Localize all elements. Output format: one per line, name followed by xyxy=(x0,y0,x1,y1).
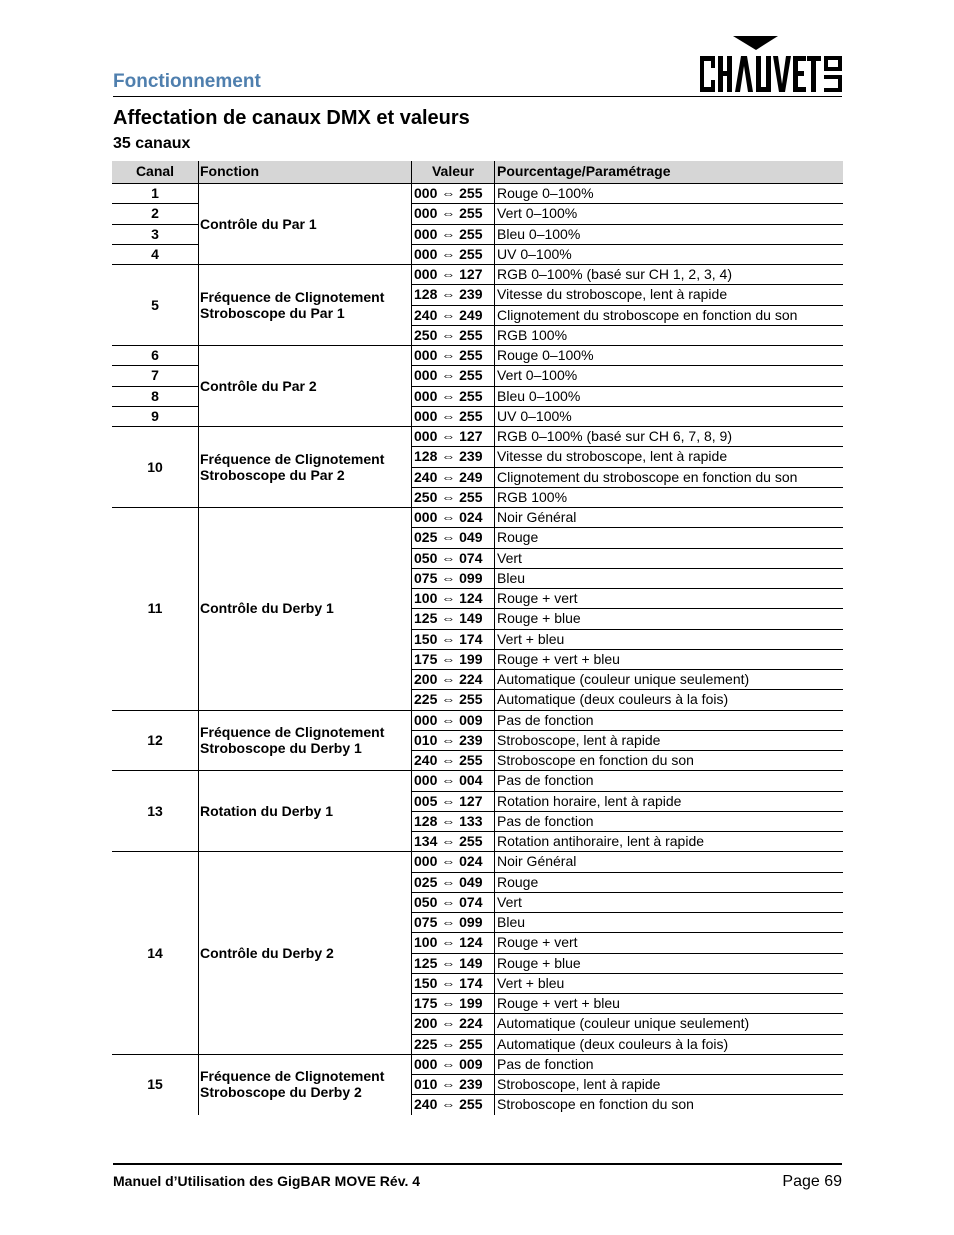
dmx-value-range: 125 ⇔ 149 xyxy=(414,954,483,971)
dmx-value-range: 225 ⇔ 255 xyxy=(414,1035,483,1052)
dmx-value-range: 240 ⇔ 249 xyxy=(414,306,483,323)
channel-number: 15 xyxy=(147,1076,163,1093)
channel-group xyxy=(112,426,843,507)
dmx-setting-description: Bleu xyxy=(497,569,526,586)
dmx-value-range: 240 ⇔ 249 xyxy=(414,468,483,485)
dmx-setting-description: Rouge xyxy=(497,529,539,546)
dmx-setting-description: UV 0–100% xyxy=(497,245,572,262)
dmx-value-range: 005 ⇔ 127 xyxy=(414,792,483,809)
dmx-value-range: 150 ⇔ 174 xyxy=(414,630,483,647)
page-subtitle: 35 canaux xyxy=(113,135,191,152)
channel-group xyxy=(112,264,843,345)
channel-group xyxy=(112,183,843,264)
channel-number: 8 xyxy=(151,387,159,404)
dmx-value-range: 050 ⇔ 074 xyxy=(414,893,483,910)
function-name-line: Stroboscope du Derby 2 xyxy=(200,1084,362,1101)
function-name xyxy=(200,600,412,616)
dmx-setting-description: Stroboscope en fonction du son xyxy=(497,752,694,768)
dmx-setting-description: Stroboscope, lent à rapide xyxy=(497,731,661,748)
dmx-value-range: 025 ⇔ 049 xyxy=(414,873,483,890)
dmx-setting-description: Rouge + vert + bleu xyxy=(497,650,620,667)
function-name-line: Fréquence de Clignotement xyxy=(200,723,385,740)
dmx-value-range: 150 ⇔ 174 xyxy=(414,974,483,991)
dmx-setting-description: Rouge 0–100% xyxy=(497,347,594,363)
dmx-setting-description: Stroboscope, lent à rapide xyxy=(497,1076,661,1092)
dmx-value-range: 250 ⇔ 255 xyxy=(414,326,483,343)
dmx-setting-description: Pas de fonction xyxy=(497,772,594,789)
dmx-value-range: 010 ⇔ 239 xyxy=(414,731,483,748)
dmx-setting-description: Vitesse du stroboscope, lent à rapide xyxy=(497,286,728,303)
dmx-setting-description: Clignotement du stroboscope en fonction du son xyxy=(497,306,798,323)
function-name-line: Contrôle du Par 2 xyxy=(200,377,317,394)
dmx-setting-description: Vert + bleu xyxy=(497,974,565,991)
dmx-setting-description: RGB 0–100% (basé sur CH 1, 2, 3, 4) xyxy=(497,266,732,282)
dmx-value-range: 128 ⇔ 239 xyxy=(414,286,483,303)
dmx-setting-description: Stroboscope en fonction du son xyxy=(497,1096,694,1113)
dmx-setting-description: Bleu 0–100% xyxy=(497,387,581,404)
dmx-setting-description: Vert + bleu xyxy=(497,630,565,647)
dmx-value-range: 000 ⇔ 024 xyxy=(414,509,483,525)
channel-group xyxy=(112,1054,843,1115)
section-title: Fonctionnement xyxy=(113,71,261,92)
column-header-setting: Pourcentage/Paramétrage xyxy=(497,163,671,179)
dmx-setting-description: Rouge + vert xyxy=(497,934,578,951)
function-name-line: Contrôle du Par 1 xyxy=(200,215,317,232)
dmx-setting-description: Rouge xyxy=(497,873,539,890)
dmx-value-range: 000 ⇔ 255 xyxy=(414,225,483,242)
dmx-setting-description: UV 0–100% xyxy=(497,407,572,424)
dmx-setting-description: Bleu 0–100% xyxy=(497,225,581,242)
channel-number: 5 xyxy=(151,296,159,313)
page-title: Affectation de canaux DMX et valeurs xyxy=(113,107,470,129)
channel-group xyxy=(112,345,843,426)
dmx-setting-description: Rouge + vert + bleu xyxy=(497,995,620,1011)
logo-text: CHAUVET DJ xyxy=(700,34,707,35)
channel-group xyxy=(112,507,843,710)
dmx-value-range: 000 ⇔ 255 xyxy=(414,245,483,262)
function-name-line: Rotation du Derby 1 xyxy=(200,802,334,819)
dmx-value-range: 050 ⇔ 074 xyxy=(414,549,483,566)
dmx-value-range: 250 ⇔ 255 xyxy=(414,488,483,505)
column-header-channel: Canal xyxy=(135,163,175,179)
function-name-line: Stroboscope du Par 2 xyxy=(200,466,345,483)
dmx-value-range: 175 ⇔ 199 xyxy=(414,650,483,667)
dmx-setting-description: Automatique (couleur unique seulement) xyxy=(497,1015,750,1032)
dmx-value-range: 200 ⇔ 224 xyxy=(414,1015,483,1032)
dmx-setting-description: RGB 100% xyxy=(497,488,568,505)
dmx-value-range: 000 ⇔ 255 xyxy=(414,347,483,363)
dmx-value-range: 000 ⇔ 255 xyxy=(414,407,483,424)
channel-number: 3 xyxy=(151,225,159,242)
dmx-value-range: 128 ⇔ 239 xyxy=(414,448,483,465)
function-name xyxy=(200,216,412,232)
channel-number: 11 xyxy=(147,600,163,617)
dmx-setting-description: RGB 100% xyxy=(497,326,568,343)
dmx-value-range: 000 ⇔ 255 xyxy=(414,387,483,404)
footer-rule xyxy=(113,1163,842,1165)
manual-title: Manuel d’Utilisation des GigBAR MOVE Rév. 4 xyxy=(113,1173,421,1189)
dmx-value-range: 000 ⇔ 255 xyxy=(414,205,483,222)
dmx-value-range: 200 ⇔ 224 xyxy=(414,671,483,687)
function-name xyxy=(200,945,412,961)
table-header-row xyxy=(112,161,843,183)
header-rule xyxy=(113,96,842,97)
dmx-value-range: 125 ⇔ 149 xyxy=(414,610,483,627)
function-name xyxy=(200,289,412,321)
channel-number: 13 xyxy=(147,802,163,819)
function-name-line: Fréquence de Clignotement xyxy=(200,450,385,467)
dmx-setting-description: Bleu xyxy=(497,914,526,930)
column-header-value: Valeur xyxy=(431,163,475,179)
channel-number: 14 xyxy=(147,944,163,961)
channel-group xyxy=(112,770,843,851)
function-name-line: Stroboscope du Par 1 xyxy=(200,304,345,321)
dmx-value-range: 010 ⇔ 239 xyxy=(414,1076,483,1092)
function-name xyxy=(200,1068,412,1100)
dmx-value-range: 175 ⇔ 199 xyxy=(414,995,483,1011)
column-header-function: Fonction xyxy=(200,163,260,179)
chauvet-dj-logo xyxy=(700,34,844,96)
dmx-setting-description: Vert xyxy=(497,893,522,910)
dmx-value-range: 000 ⇔ 009 xyxy=(414,1055,483,1072)
channel-number: 2 xyxy=(151,205,159,222)
page-number: Page 69 xyxy=(782,1173,842,1190)
dmx-setting-description: RGB 0–100% (basé sur CH 6, 7, 8, 9) xyxy=(497,428,732,444)
dmx-value-range: 000 ⇔ 127 xyxy=(414,266,483,282)
channel-number: 6 xyxy=(151,347,159,363)
channel-number: 9 xyxy=(151,407,159,424)
dmx-value-range: 000 ⇔ 255 xyxy=(414,185,483,201)
dmx-value-range: 100 ⇔ 124 xyxy=(414,590,483,606)
dmx-setting-description: Pas de fonction xyxy=(497,711,594,728)
channel-number: 4 xyxy=(151,245,159,262)
function-name xyxy=(200,803,412,819)
channel-number: 1 xyxy=(151,185,159,201)
channel-group xyxy=(112,851,843,1054)
dmx-setting-description: Automatique (deux couleurs à la fois) xyxy=(497,1035,729,1052)
dmx-value-range: 025 ⇔ 049 xyxy=(414,529,483,546)
function-name xyxy=(200,724,412,756)
dmx-value-range: 000 ⇔ 009 xyxy=(414,711,483,728)
dmx-setting-description: Noir Général xyxy=(497,509,577,525)
dmx-setting-description: Rotation horaire, lent à rapide xyxy=(497,792,682,809)
dmx-setting-description: Pas de fonction xyxy=(497,812,594,829)
dmx-setting-description: Automatique (couleur unique seulement) xyxy=(497,671,750,687)
dmx-value-range: 000 ⇔ 127 xyxy=(414,428,483,444)
dmx-value-range: 134 ⇔ 255 xyxy=(414,833,483,849)
function-name xyxy=(200,451,412,483)
dmx-setting-description: Rouge + blue xyxy=(497,610,581,627)
dmx-setting-description: Pas de fonction xyxy=(497,1055,594,1072)
dmx-setting-description: Clignotement du stroboscope en fonction du son xyxy=(497,468,798,485)
dmx-setting-description: Rotation antihoraire, lent à rapide xyxy=(497,833,705,849)
channel-group xyxy=(112,710,843,771)
channel-number: 10 xyxy=(147,458,163,475)
dmx-value-range: 100 ⇔ 124 xyxy=(414,934,483,951)
function-name-line: Fréquence de Clignotement xyxy=(200,1068,385,1085)
dmx-value-range: 240 ⇔ 255 xyxy=(414,752,483,768)
channel-number: 12 xyxy=(147,731,163,748)
dmx-value-range: 128 ⇔ 133 xyxy=(414,812,483,829)
dmx-value-range: 225 ⇔ 255 xyxy=(414,691,483,708)
dmx-setting-description: Vert 0–100% xyxy=(497,367,578,384)
function-name-line: Stroboscope du Derby 1 xyxy=(200,739,362,756)
function-name-line: Contrôle du Derby 1 xyxy=(200,600,334,617)
dmx-channel-table xyxy=(112,161,843,1115)
function-name-line: Contrôle du Derby 2 xyxy=(200,944,334,961)
dmx-setting-description: Noir Général xyxy=(497,853,577,870)
dmx-setting-description: Rouge 0–100% xyxy=(497,185,594,201)
dmx-value-range: 000 ⇔ 004 xyxy=(414,772,483,789)
dmx-value-range: 000 ⇔ 255 xyxy=(414,367,483,384)
dmx-value-range: 000 ⇔ 024 xyxy=(414,853,483,870)
function-name-line: Fréquence de Clignotement xyxy=(200,288,385,305)
dmx-value-range: 075 ⇔ 099 xyxy=(414,569,483,586)
dmx-value-range: 075 ⇔ 099 xyxy=(414,914,483,930)
channel-number: 7 xyxy=(151,367,159,384)
dmx-setting-description: Rouge + vert xyxy=(497,590,578,606)
dmx-setting-description: Automatique (deux couleurs à la fois) xyxy=(497,691,729,708)
function-name xyxy=(200,378,412,394)
dmx-setting-description: Vert 0–100% xyxy=(497,205,578,222)
dmx-setting-description: Rouge + blue xyxy=(497,954,581,971)
dmx-value-range: 240 ⇔ 255 xyxy=(414,1096,483,1113)
dmx-setting-description: Vert xyxy=(497,549,522,566)
dmx-setting-description: Vitesse du stroboscope, lent à rapide xyxy=(497,448,728,465)
